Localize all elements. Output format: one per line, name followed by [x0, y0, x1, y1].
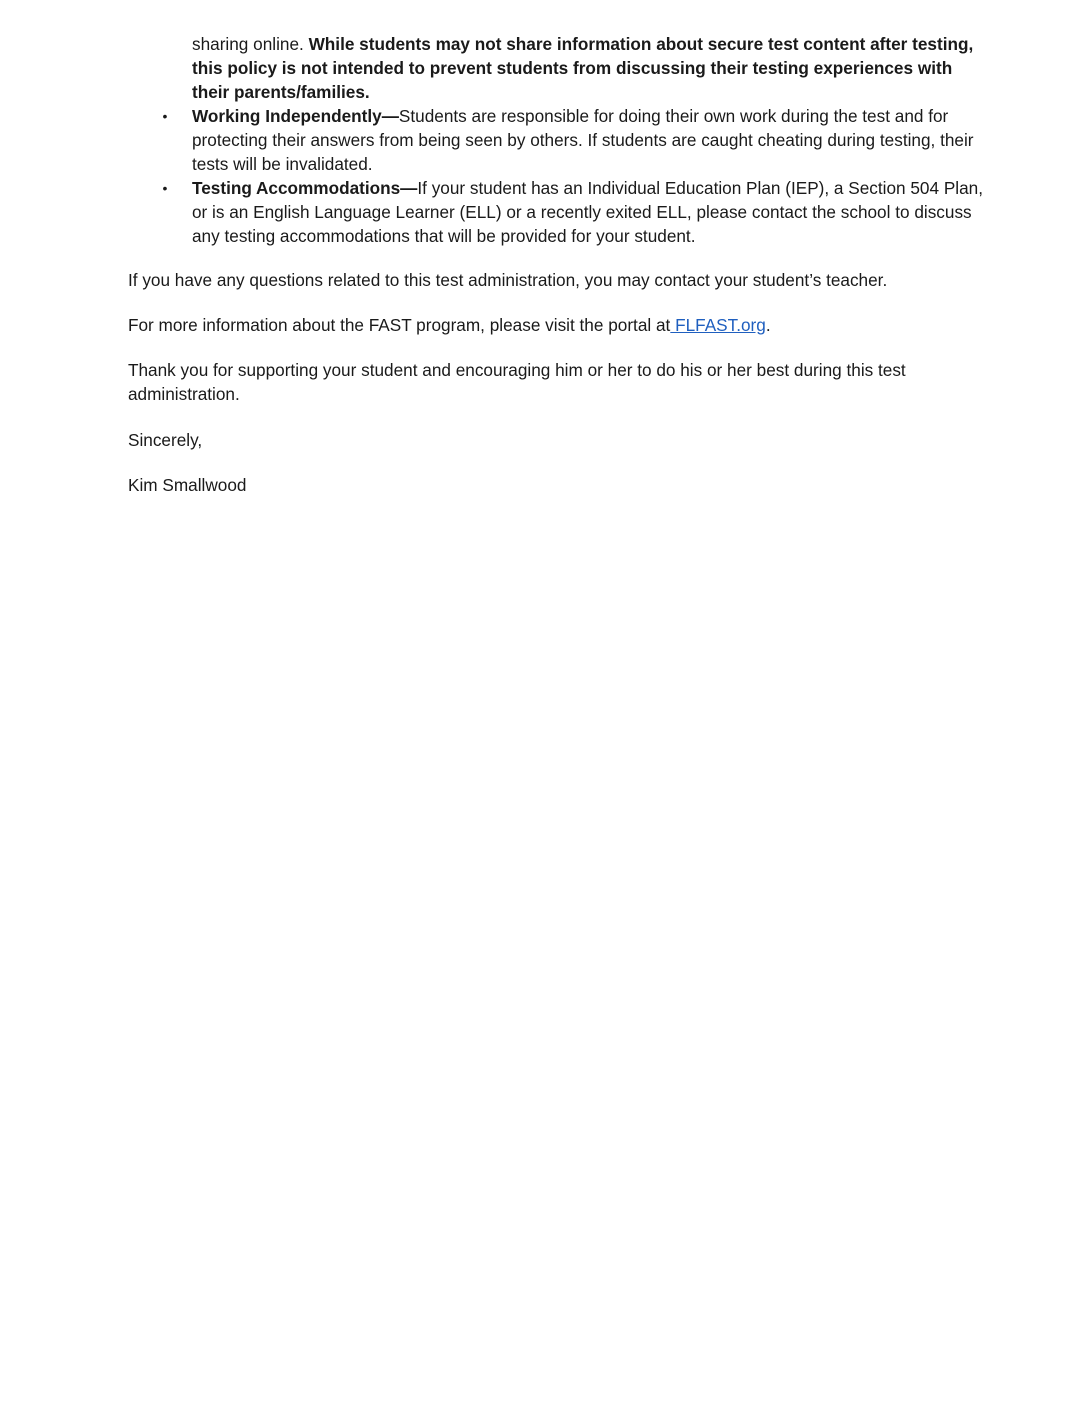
questions-paragraph: If you have any questions related to this test administration, you may contact your student’s teacher. — [128, 270, 888, 290]
policy-list — [160, 32, 990, 248]
bullet-icon: • — [162, 108, 168, 124]
list-item-bold-text: While students may not share information about secure test content after testing, this policy is not intended to prevent students from discussing their testing experiences with their parents/families. — [192, 34, 974, 102]
flfast-link[interactable]: FLFAST.org — [670, 315, 766, 335]
info-paragraph — [128, 313, 968, 337]
bullet-icon: • — [162, 180, 168, 196]
list-item-text: sharing online. — [192, 34, 309, 54]
list-item-working-independently — [160, 104, 990, 176]
thanks-paragraph: Thank you for supporting your student and encouraging him or her to do his or her best during this test administration. — [128, 360, 906, 404]
info-paragraph-suffix: . — [765, 315, 771, 335]
signature-name: Kim Smallwood — [128, 475, 247, 495]
list-item-text: Students are responsible for doing their own work during the test and for protecting their answers from being seen by others. If students are caught cheating during testing, their tests will be invalidated. — [192, 106, 974, 174]
list-item-continuation — [160, 32, 990, 104]
list-item-text: If your student has an Individual Education Plan (IEP), a Section 504 Plan, or is an English Language Learner (ELL) or a recently exited ELL, please contact the school to discuss any testing accommodations that will be provided for your student. — [192, 178, 984, 246]
list-item-heading: Working Independently— — [192, 106, 399, 126]
list-item-testing-accommodations — [160, 176, 990, 248]
info-paragraph-text: For more information about the FAST program, please visit the portal at — [128, 315, 671, 335]
list-item-heading: Testing Accommodations— — [192, 178, 418, 198]
closing: Sincerely, — [128, 430, 203, 450]
